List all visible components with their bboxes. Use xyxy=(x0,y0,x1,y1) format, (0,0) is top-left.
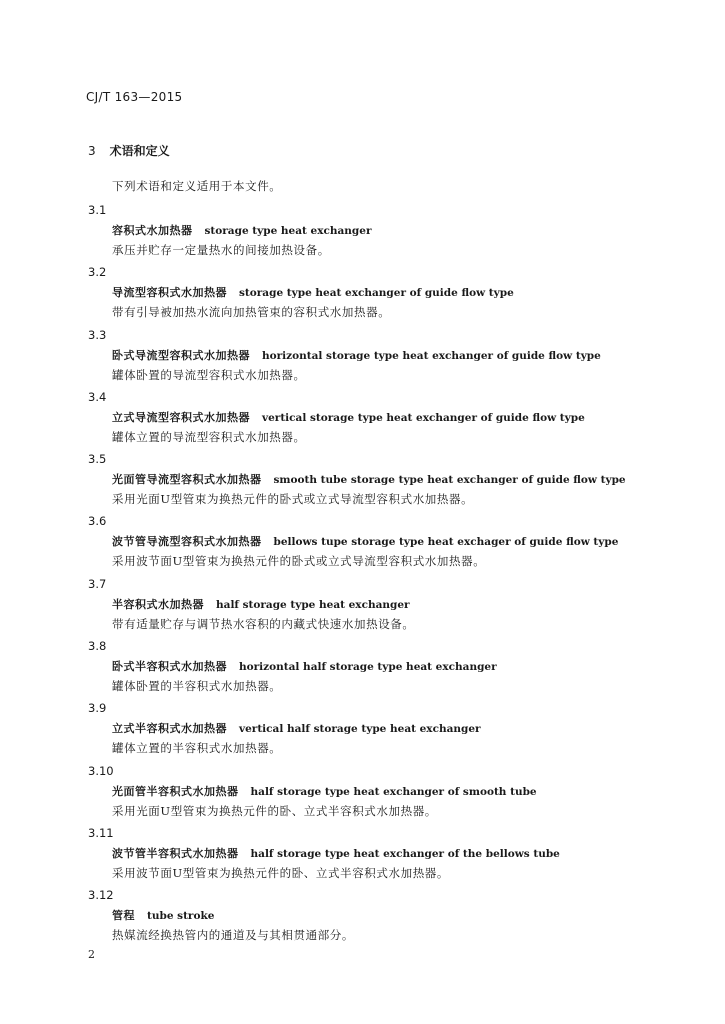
term-definition: 罐体立置的半容积式水加热器。 xyxy=(112,741,282,756)
term-name xyxy=(112,907,214,923)
term-definition: 采用光面U型管束为换热元件的卧、立式半容积式水加热器。 xyxy=(112,803,437,818)
term-chinese: 卧式半容积式水加热器 xyxy=(112,660,227,674)
term-number: 3.7 xyxy=(88,576,107,591)
section-title-text: 术语和定义 xyxy=(109,144,170,158)
term-number: 3.5 xyxy=(88,452,107,467)
term-definition: 带有引导被加热水流向加热管束的容积式水加热器。 xyxy=(112,305,391,320)
term-entry xyxy=(0,636,725,698)
term-definition: 承压并贮存一定量热水的间接加热设备。 xyxy=(112,243,330,257)
term-name xyxy=(112,720,481,736)
term-entry xyxy=(0,761,725,823)
term-definition: 罐体卧置的半容积式水加热器。 xyxy=(112,679,282,694)
term-definition: 罐体立置的导流型容积式水加热器。 xyxy=(112,429,306,444)
term-name xyxy=(112,347,601,363)
term-number: 3.10 xyxy=(88,763,114,778)
page-number: 2 xyxy=(88,948,95,961)
term-chinese: 卧式导流型容积式水加热器 xyxy=(112,348,250,362)
term-english: bellows tupe storage type heat exchager of guide flow type xyxy=(273,536,619,549)
term-name xyxy=(112,284,514,300)
term-english: horizontal half storage type heat exchanger xyxy=(239,661,497,674)
term-definition: 采用波节面U型管束为换热元件的卧、立式半容积式水加热器。 xyxy=(112,865,449,880)
term-english: storage type heat exchanger xyxy=(204,225,372,237)
term-name xyxy=(112,845,560,861)
term-chinese: 容积式水加热器 xyxy=(112,224,193,237)
term-name xyxy=(112,222,372,238)
term-entry xyxy=(0,262,725,324)
section-number: 3 xyxy=(88,144,96,158)
term-name xyxy=(112,783,537,799)
term-english: tube stroke xyxy=(147,910,215,923)
term-number: 3.9 xyxy=(88,701,107,716)
term-chinese: 光面管半容积式水加热器 xyxy=(112,784,239,798)
term-english: horizontal storage type heat exchanger of guide flow type xyxy=(262,349,601,362)
term-entry xyxy=(0,885,725,947)
term-chinese: 光面管导流型容积式水加热器 xyxy=(112,473,262,487)
term-name xyxy=(112,596,410,612)
term-entry xyxy=(0,698,725,760)
term-chinese: 管程 xyxy=(112,909,135,923)
term-definition: 带有适量贮存与调节热水容积的内藏式快速水加热设备。 xyxy=(112,616,415,631)
section-intro: 下列术语和定义适用于本文件。 xyxy=(112,179,282,193)
term-entry xyxy=(0,449,725,511)
standard-code-header: CJ/T 163—2015 xyxy=(86,90,183,104)
term-number: 3.6 xyxy=(88,514,107,529)
section-title xyxy=(88,142,170,159)
term-number: 3.3 xyxy=(88,327,107,342)
term-number: 3.8 xyxy=(88,639,107,654)
term-entry xyxy=(0,574,725,636)
term-name xyxy=(112,409,585,425)
term-definition: 罐体卧置的导流型容积式水加热器。 xyxy=(112,367,306,382)
term-entry xyxy=(0,325,725,387)
term-english: smooth tube storage type heat exchanger of guide flow type xyxy=(273,474,626,487)
term-number: 3.4 xyxy=(88,389,107,404)
term-chinese: 波节管导流型容积式水加热器 xyxy=(112,535,262,549)
term-number: 3.11 xyxy=(88,825,114,840)
term-definition: 采用波节面U型管束为换热元件的卧式或立式导流型容积式水加热器。 xyxy=(112,554,486,569)
term-chinese: 导流型容积式水加热器 xyxy=(112,286,227,300)
term-entry xyxy=(0,387,725,449)
term-entry xyxy=(0,823,725,885)
term-english: half storage type heat exchanger xyxy=(216,598,410,611)
term-chinese: 半容积式水加热器 xyxy=(112,597,204,611)
term-name xyxy=(112,471,626,487)
term-name xyxy=(112,658,497,674)
term-chinese: 立式导流型容积式水加热器 xyxy=(112,410,250,424)
term-english: vertical half storage type heat exchanger xyxy=(239,723,481,736)
term-name xyxy=(112,533,618,549)
terms-list xyxy=(0,200,725,948)
term-number: 3.2 xyxy=(88,265,107,280)
term-english: half storage type heat exchanger of smooth tube xyxy=(250,785,537,798)
term-entry xyxy=(0,511,725,573)
term-chinese: 立式半容积式水加热器 xyxy=(112,722,227,736)
term-english: storage type heat exchanger of guide flow type xyxy=(239,287,514,300)
term-number: 3.12 xyxy=(88,888,114,903)
term-definition: 采用光面U型管束为换热元件的卧式或立式导流型容积式水加热器。 xyxy=(112,492,474,507)
term-definition: 热媒流经换热管内的通道及与其相贯通部分。 xyxy=(112,928,354,943)
term-entry xyxy=(0,200,725,262)
term-english: half storage type heat exchanger of the bellows tube xyxy=(250,847,560,860)
term-english: vertical storage type heat exchanger of guide flow type xyxy=(262,411,585,424)
term-chinese: 波节管半容积式水加热器 xyxy=(112,846,239,860)
term-number: 3.1 xyxy=(88,203,107,217)
